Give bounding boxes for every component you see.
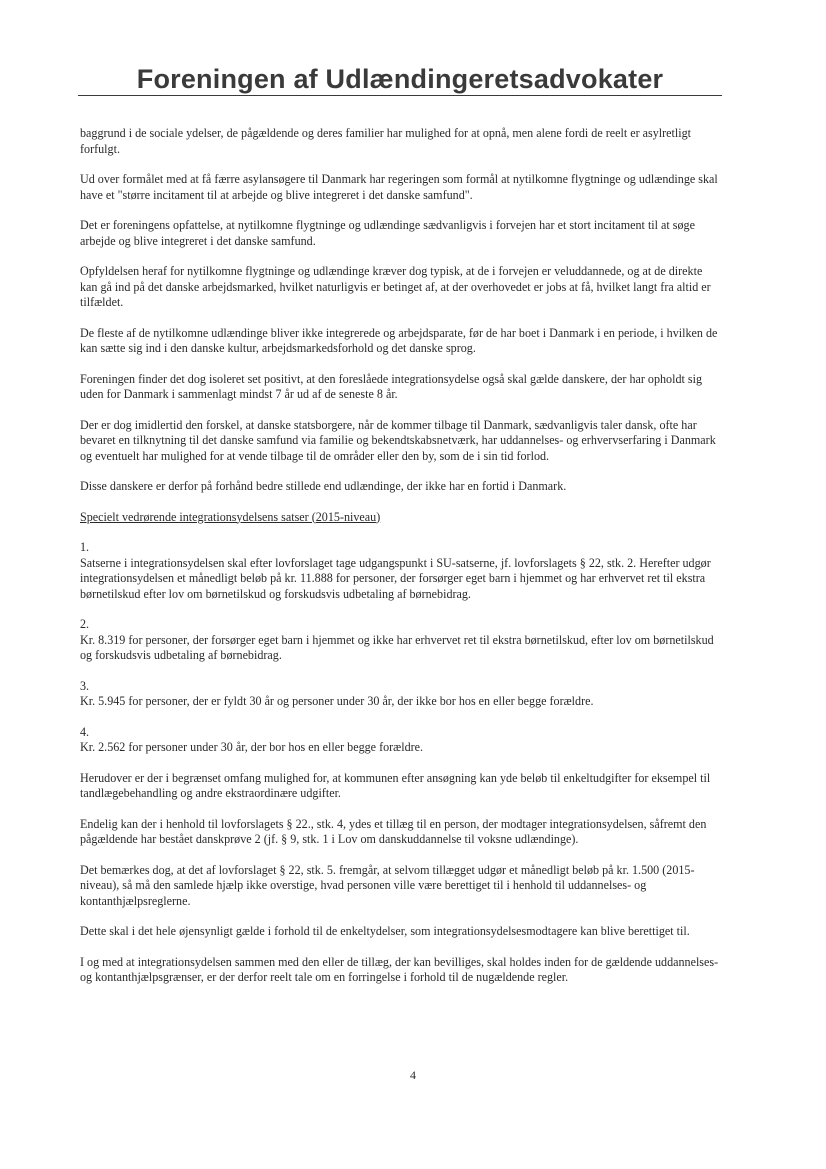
body-paragraph: Der er dog imidlertid den forskel, at danske statsborgere, når de kommer tilbage til Danmark, sædvanligvis taler dansk, ofte har bevaret en tilknytning til det danske samfund via familie og bekendtskabsnetværk, har uddannelses- og erhvervserfaring i Danmark og eventuelt har mulighed for at vende tilbage til de områder eller den by, som de i sin tid forlod. bbox=[80, 417, 716, 463]
body-paragraph: Disse danskere er derfor på forhånd bedre stillede end udlændinge, der ikke har en fortid i Danmark. bbox=[80, 479, 567, 493]
page-header bbox=[78, 64, 722, 94]
numbered-item bbox=[80, 679, 720, 710]
body-paragraph: De fleste af de nytilkomne udlændinge bliver ikke integrerede og arbejdsparate, før de har boet i Danmark i en periode, i hvilken de kan sætte sig ind i den danske kultur, arbejdsmarkedsforhold og det danske sprog. bbox=[80, 325, 718, 355]
body-paragraph: Dette skal i det hele øjensynligt gælde i forhold til de enkeltydelser, som integrationsydelsesmodtagere kan blive berettiget til. bbox=[80, 924, 690, 938]
item-number: 2. bbox=[80, 617, 90, 631]
document-body bbox=[80, 126, 720, 1001]
numbered-item bbox=[80, 725, 720, 756]
item-number: 1. bbox=[80, 540, 90, 554]
body-paragraph: Det bemærkes dog, at det af lovforslaget § 22, stk. 5. fremgår, at selvom tillægget udgør et månedligt beløb på kr. 1.500 (2015-niveau), så må den samlede hjælp ikke overstige, hvad personen ville være berettiget til i henhold til uddannelses- og kontanthjælpsreglerne. bbox=[80, 862, 695, 908]
body-paragraph: baggrund i de sociale ydelser, de pågældende og deres familier har mulighed for at opnå, men alene fordi de reelt er asylretligt forfulgt. bbox=[80, 126, 692, 156]
organization-title: Foreningen af Udlændingeretsadvokater bbox=[136, 64, 664, 94]
page-number: 4 bbox=[410, 1068, 416, 1082]
body-paragraph: Herudover er der i begrænset omfang mulighed for, at kommunen efter ansøgning kan yde beløb til enkeltudgifter for eksempel til tandlægebehandling og andre ekstraordinære udgifter. bbox=[80, 770, 711, 800]
numbered-item bbox=[80, 617, 720, 664]
item-text: Kr. 5.945 for personer, der er fyldt 30 år og personer under 30 år, der ikke bor hos en eller begge forældre. bbox=[80, 694, 594, 708]
body-paragraph: Det er foreningens opfattelse, at nytilkomne flygtninge og udlændinge sædvanligvis i forvejen har et stort incitament til at søge arbejde og blive integreret i det danske samfund. bbox=[80, 218, 695, 248]
body-paragraph: Opfyldelsen heraf for nytilkomne flygtninge og udlændinge kræver dog typisk, at de i forvejen er veluddannede, og at de direkte kan gå ind på det danske arbejdsmarked, hvilket naturligvis er betinget af, at der overhovedet er jobs at få, hvilket langt fra altid er tilfældet. bbox=[80, 264, 711, 309]
body-paragraph: Endelig kan der i henhold til lovforslagets § 22., stk. 4, ydes et tillæg til en person, der modtager integrationsydelsen, såfremt den pågældende har bestået danskprøve 2 (jf. § 9, stk. 1 i Lov om danskuddannelse til voksne udlændinge). bbox=[80, 816, 707, 846]
body-paragraph: Ud over formålet med at få færre asylansøgere til Danmark har regeringen som formål at nytilkomne flygtninge og udlændinge skal have et "større incitament til at arbejde og blive integreret i det danske samfund". bbox=[80, 172, 718, 202]
item-number: 4. bbox=[80, 724, 90, 739]
section-heading: Specielt vedrørende integrationsydelsens satser (2015-niveau) bbox=[80, 509, 381, 524]
numbered-item bbox=[80, 540, 720, 602]
item-text: Kr. 2.562 for personer under 30 år, der bor hos en eller begge forældre. bbox=[80, 740, 424, 754]
body-paragraph: I og med at integrationsydelsen sammen med den eller de tillæg, der kan bevilliges, skal holdes inden for de gældende uddannelses- og kontanthjælpsgrænser, er der derfor reelt tale om en forringelse i forhold til de nugældende regler. bbox=[80, 954, 719, 984]
header-divider bbox=[78, 95, 722, 96]
item-number: 3. bbox=[80, 678, 90, 693]
body-paragraph: Foreningen finder det dog isoleret set positivt, at den foreslåede integrationsydelse også skal gælde danskere, der har opholdt sig uden for Danmark i sammenlagt mindst 7 år ud af de seneste 8 år. bbox=[80, 371, 702, 401]
item-text: Satserne i integrationsydelsen skal efter lovforslaget tage udgangspunkt i SU-satserne, jf. lovforslagets § 22, stk. 2. Herefter udgør integrationsydelsen et månedligt beløb på kr. 11.888 for personer, der forsørger eget barn i hjemmet og har erhvervet ret til ekstra børnetilskud efter lov om børnetilskud og forskudsvis udbetaling af børnebidrag. bbox=[80, 555, 711, 601]
item-text: Kr. 8.319 for personer, der forsørger eget barn i hjemmet og ikke har erhvervet ret til ekstra børnetilskud, efter lov om børnetilskud og forskudsvis udbetaling af børnebidrag. bbox=[80, 632, 714, 662]
